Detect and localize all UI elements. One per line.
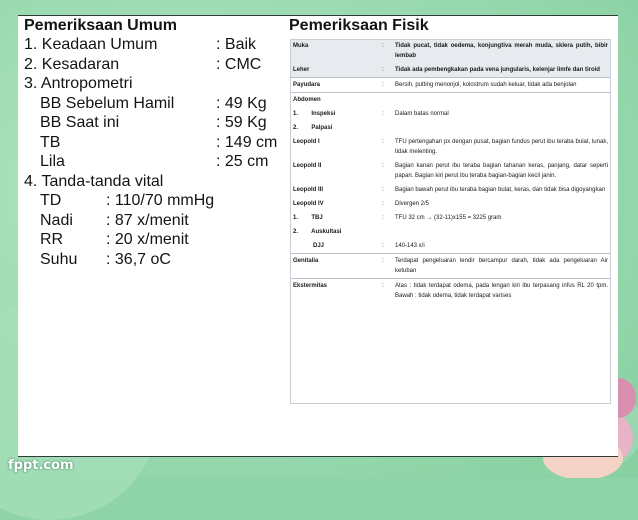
exam-item-label: Leopold III [293,187,323,193]
exam-item-label: Muka [290,39,374,63]
general-exam-row [24,74,284,94]
physical-exam-row [290,78,611,93]
physical-exam-row [290,239,611,254]
general-exam-label: TB [40,133,61,151]
exam-item-colon: : [382,139,384,145]
physical-exam-row [290,107,611,121]
exam-item-label: Leopold II [293,163,322,169]
general-exam-row [24,35,284,55]
general-exam-value: : 59 Kg [216,114,267,131]
exam-item-finding: Terdapat pengeluaran lendir bercampur darah, tidak ada pengeluaran Air ketuban [392,254,611,279]
exam-item-colon: : [374,78,392,93]
vital-sign-row [24,211,284,231]
exam-item-finding: Tidak pucat, tidak oedema, konjungtiva merah muda, sklera putih, bibir lembab [392,39,611,63]
exam-item-label: 1. TBJ [293,215,323,221]
exam-item-colon [374,225,392,239]
exam-item-finding: Bagian kanan perut ibu teraba bagian tahanan keras, panjang, datar seperti papan. Bagian kiri perut ibu teraba bagian-bagian kecil janin. [395,163,608,179]
exam-item-colon: : [382,187,384,193]
exam-item-colon: : [382,243,384,249]
exam-item-colon: : [382,111,384,117]
vital-sign-row [24,191,284,211]
general-exam-row [24,133,284,153]
physical-exam-title: Pemeriksaan Fisik [289,17,429,34]
physical-exam-row [290,159,611,183]
general-exam-row [24,172,284,192]
vital-sign-label: Nadi [40,211,73,229]
physical-exam-row [290,135,611,159]
exam-item-finding [392,121,611,135]
vital-sign-value: : 110/70 mmHg [106,192,215,209]
physical-exam-row [290,279,611,304]
physical-exam-row [290,183,611,197]
vital-sign-value: : 20 x/menit [106,231,189,248]
general-exam-value: : CMC [216,55,262,73]
exam-item-label: Leopold IV [293,201,324,207]
exam-item-finding: Bagian bawah perut ibu teraba bagian bulat, keras, dan tidak bisa digoyangkan [395,187,606,193]
physical-exam-row [290,63,611,78]
exam-item-colon: : [374,279,392,304]
exam-item-label: 2. Palpasi [293,125,333,131]
exam-item-colon: : [374,39,392,63]
general-exam-value: : 49 Kg [216,94,267,112]
fppt-logo: fppt.com [8,458,74,473]
general-exam-value: : 25 cm [216,153,269,170]
vital-sign-label: Suhu [40,250,78,268]
exam-item-colon [374,93,392,108]
general-exam-label: 4. Tanda-tanda vital [24,172,164,190]
exam-item-label: Ekstermitas [290,279,374,304]
physical-exam-row [290,225,611,239]
physical-exam-row [290,121,611,135]
exam-item-colon: : [374,63,392,78]
general-exam-row [24,55,284,75]
general-exam-row [24,152,284,172]
general-exam-row [24,113,284,133]
general-exam-value: : Baik [216,36,257,53]
exam-item-label: Leher [290,63,374,78]
exam-item-label: Abdomen [290,93,374,108]
exam-item-finding: Tidak ada pembengkakan pada vena jungularis, kelenjar limfe dan tiroid [392,63,611,78]
general-exam-label: BB Saat ini [40,114,120,131]
exam-item-finding: Bersih, putting menonjol, kolostrum sudah keluar, tidak ada benjolan [392,78,611,93]
physical-exam-row [290,39,611,63]
exam-item-label: 2. Auskultasi [293,229,342,235]
vital-sign-label: RR [40,231,64,248]
general-exam-label: Lila [40,153,65,170]
exam-item-colon: : [382,163,384,169]
exam-item-label: Payudara [290,78,374,93]
exam-item-label: Leopold I [293,139,320,145]
physical-exam-row [290,211,611,225]
exam-item-label: Genitalia [290,254,374,279]
general-exam-title: Pemeriksaan Umum [24,17,177,34]
exam-item-finding: TFU 32 cm → (32-11)x155 = 3225 gram [395,215,502,221]
vital-sign-row [24,250,284,270]
physical-exam-row [290,93,611,108]
vital-sign-value: : 36,7 oC [106,250,171,268]
exam-item-finding: 140-143 x/i [395,243,425,249]
physical-exam-row [290,197,611,211]
general-exam-label: 1. Keadaan Umum [24,36,158,53]
content-panel [18,15,618,457]
physical-exam-row [290,254,611,279]
physical-exam-table [290,39,611,303]
exam-item-finding: TFU pertengahan px dengan pusat, bagian fundus perut ibu teraba bulat, lunak, tidak melenting. [395,139,608,155]
exam-item-label: 1. Inspeksi [293,111,336,117]
exam-item-finding: Atas : tidak terdapat odema, pada lengan kiri ibu terpasang infus RL 20 tpm. Bawah : tidak odema, tidak terdapat varises [392,279,611,304]
exam-item-finding: Divergen 2/5 [395,201,430,207]
general-exam-label: BB Sebelum Hamil [40,94,175,112]
exam-item-finding [392,225,611,239]
general-exam-section [24,16,284,269]
vital-sign-row [24,230,284,250]
general-exam-row [24,94,284,114]
general-exam-value: : 149 cm [216,133,278,151]
general-exam-label: 2. Kesadaran [24,55,120,73]
exam-item-colon: : [382,201,384,207]
exam-item-colon: : [382,215,384,221]
general-exam-label: 3. Antropometri [24,75,133,92]
vital-sign-label: TD [40,192,62,209]
exam-item-label: DJJ [293,243,325,249]
exam-item-finding [392,93,611,108]
vital-sign-value: : 87 x/menit [106,211,189,229]
exam-item-finding: Dalam batas normal [395,111,449,117]
exam-item-colon: : [374,254,392,279]
exam-item-colon [374,121,392,135]
